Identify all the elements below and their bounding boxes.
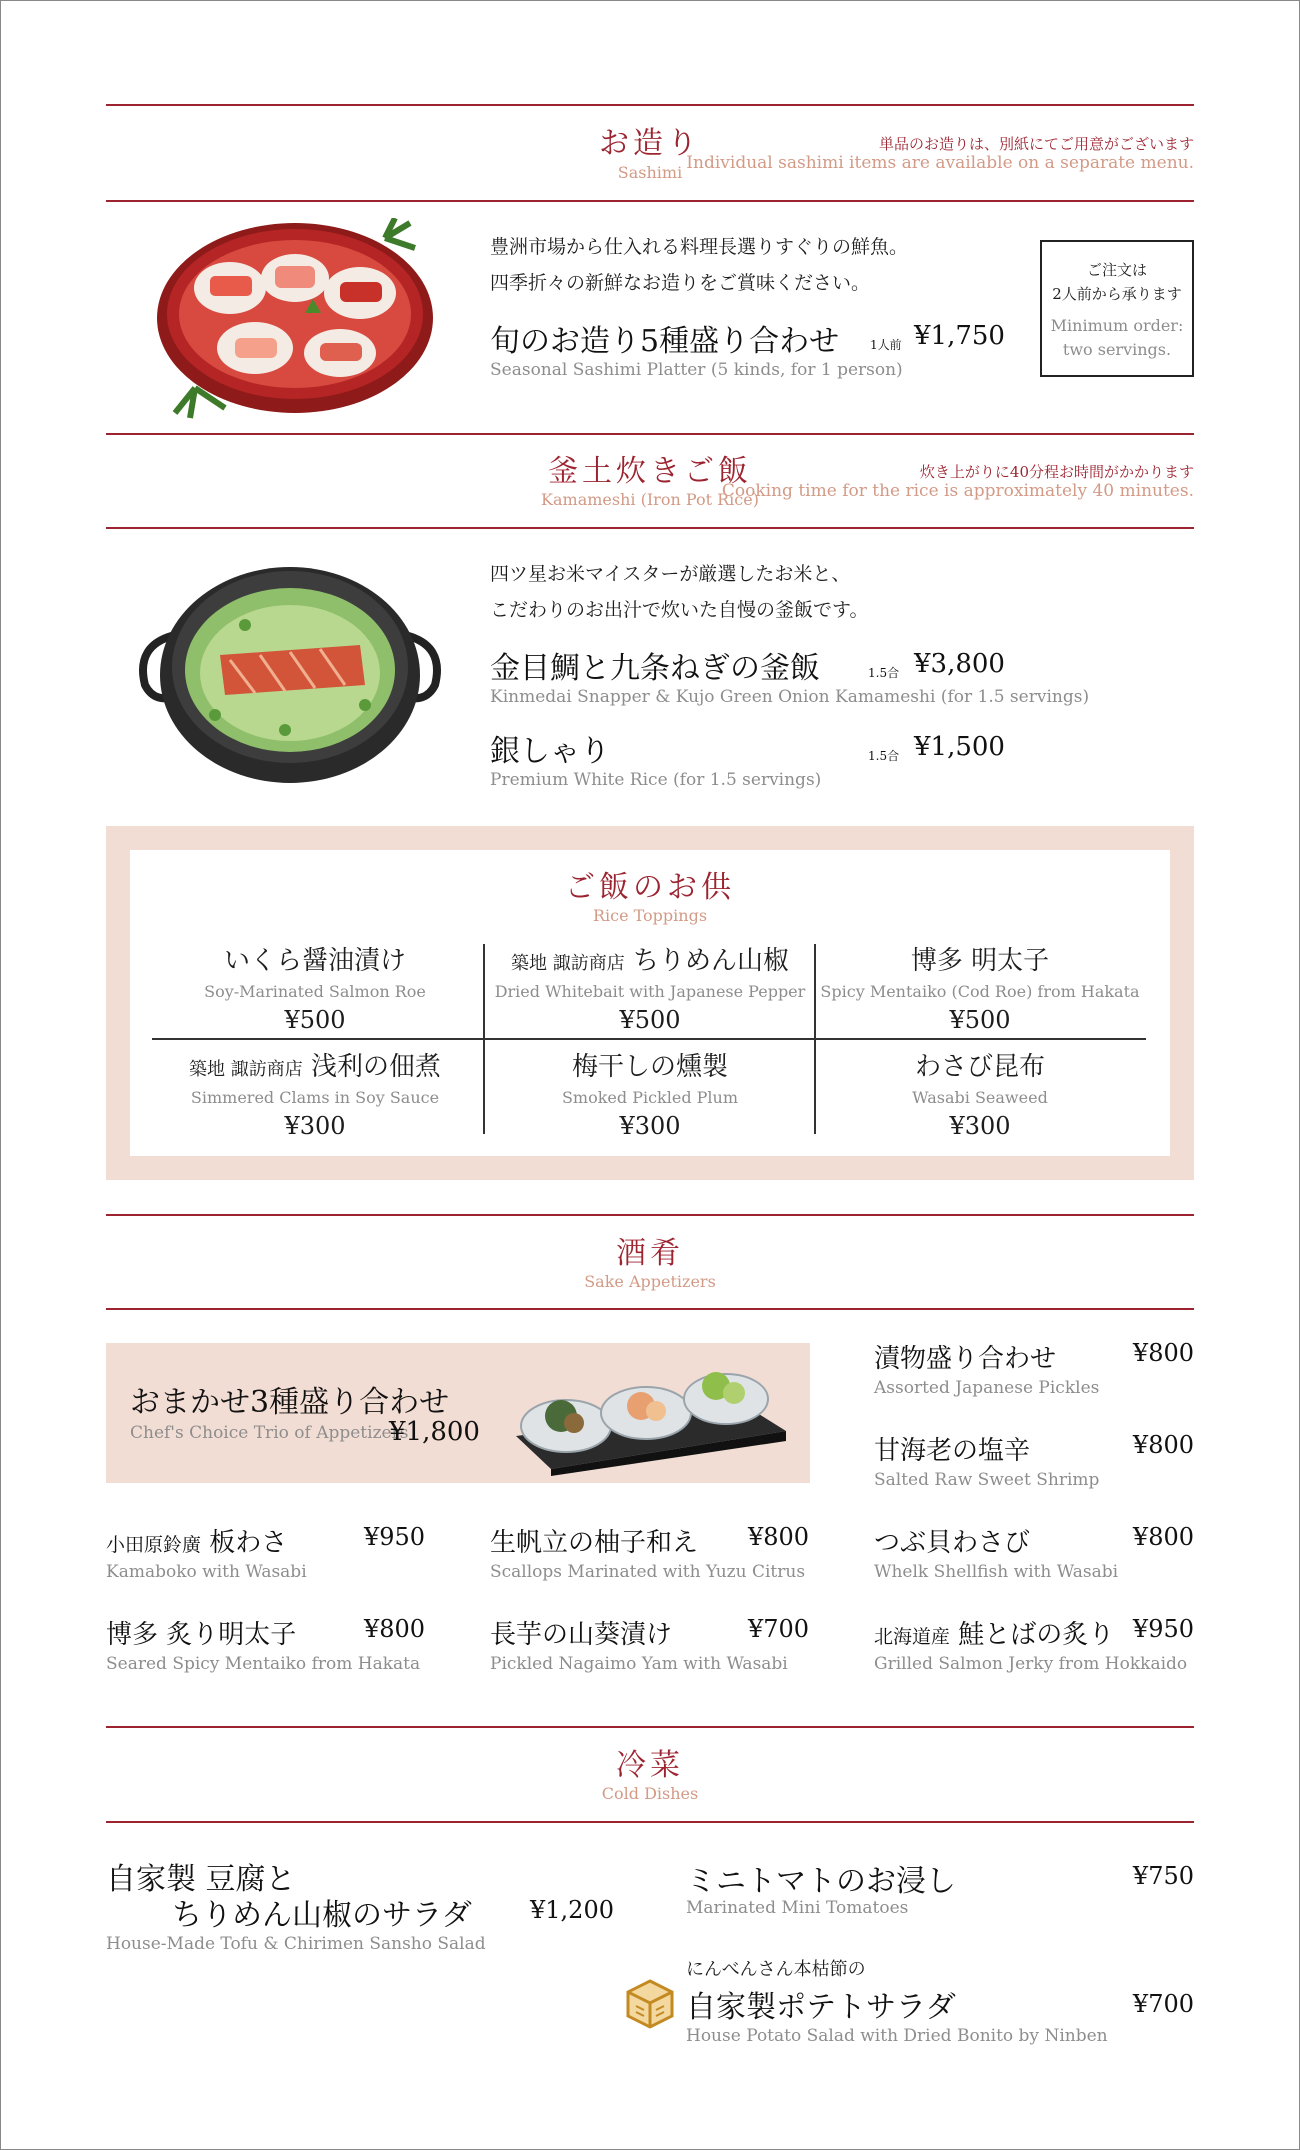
topping-item (150, 944, 480, 1037)
topping-shop: 築地 諏訪商店 (510, 953, 625, 974)
sakana-item-price: ¥950 (364, 1523, 426, 1551)
sashimi-note-jp: 単品のお造りは、別紙にてご用意がございます (878, 135, 1194, 153)
sakana-item-name: つぶ貝わさび (874, 1528, 1031, 1558)
potato-name: 自家製ポテトサラダ (686, 1990, 956, 2025)
sashimi-title: お造り (599, 126, 701, 161)
kamameshi-title: 釜土炊きご飯 (548, 454, 752, 489)
sakana-item-price: ¥950 (1132, 1615, 1194, 1643)
kamameshi-desc-1: 四ツ星お米マイスターが厳選したお米と、 (490, 563, 851, 585)
omakase-box (106, 1343, 810, 1483)
tofu-salad-en: House-Made Tofu & Chirimen Sansho Salad (106, 1934, 486, 1954)
potato-brand: にんべんさん本枯節の (686, 1959, 866, 1980)
order-en-2: two servings. (1062, 340, 1172, 359)
order-jp-2: 2人前から承ります (1052, 285, 1182, 303)
sakana-item-price: ¥800 (1132, 1431, 1194, 1459)
section-rule (106, 1726, 1194, 1728)
sakana-item-label: 鮭とばの炙り (958, 1620, 1115, 1650)
sakana-item-name (874, 1614, 1114, 1651)
sashimi-subtitle: Sashimi (617, 163, 683, 182)
topping-en: Smoked Pickled Plum (561, 1088, 739, 1107)
kamameshi-note-jp: 炊き上がりに40分程お時間がかかります (919, 463, 1194, 481)
sakana-item-prefix: 北海道産 (874, 1626, 951, 1648)
topping-en: Soy-Marinated Salmon Roe (204, 982, 426, 1001)
topping-name: 博多 明太子 (910, 946, 1050, 976)
sakana-title: 酒肴 (616, 1236, 684, 1271)
sakana-item-price: ¥800 (748, 1523, 810, 1551)
kamameshi-item-en: Kinmedai Snapper & Kujo Green Onion Kamameshi (for 1.5 servings) (490, 687, 1090, 707)
sashimi-dish-en: Seasonal Sashimi Platter (5 kinds, for 1 person) (490, 360, 903, 380)
topping-item (150, 1050, 480, 1143)
topping-name: 浅利の佃煮 (310, 1052, 441, 1082)
topping-shop: 築地 諏訪商店 (188, 1059, 303, 1080)
kamameshi-item-qty: 1.5合 (868, 666, 900, 680)
minimum-order-box (1040, 240, 1194, 377)
kamameshi-item-price: ¥1,500 (914, 732, 1005, 762)
section-rule (106, 433, 1194, 435)
sakana-item-price: ¥700 (748, 1615, 810, 1643)
potato-price: ¥700 (1132, 1990, 1194, 2018)
sashimi-platter-image (155, 218, 445, 423)
topping-price: ¥300 (619, 1112, 681, 1140)
sakana-item-name (106, 1522, 287, 1559)
topping-item (485, 944, 815, 1037)
sakana-item-en: Assorted Japanese Pickles (874, 1378, 1100, 1398)
topping-en: Dried Whitebait with Japanese Pepper (494, 982, 806, 1001)
tomato-name: ミニトマトのお浸し (686, 1864, 956, 1899)
sakana-item-label: 板わさ (209, 1528, 288, 1558)
sashimi-note-en: Individual sashimi items are available on a separate menu. (686, 153, 1194, 173)
sashimi-desc-1: 豊洲市場から仕入れる料理長選りすぐりの鮮魚。 (490, 236, 909, 258)
kamameshi-item-name: 金目鯛と九条ねぎの釜飯 (490, 651, 820, 686)
potato-en: House Potato Salad with Dried Bonito by Ninben (686, 2026, 1108, 2046)
sakana-item-name: 長芋の山葵漬け (490, 1620, 673, 1650)
toppings-title: ご飯のお供 (565, 870, 735, 905)
sashimi-dish-qty: 1人前 (870, 338, 902, 352)
topping-grid-hline (152, 1038, 1146, 1040)
topping-name: 梅干しの燻製 (571, 1052, 728, 1082)
sakana-item-en: Whelk Shellfish with Wasabi (874, 1562, 1119, 1582)
sakana-item-price: ¥800 (1132, 1339, 1194, 1367)
sakana-item-en: Salted Raw Sweet Shrimp (874, 1470, 1100, 1490)
kamameshi-pot-image (135, 555, 445, 790)
sakana-item-price: ¥800 (1132, 1523, 1194, 1551)
sakana-item-prefix: 小田原鈴廣 (106, 1534, 202, 1556)
toppings-subtitle: Rice Toppings (592, 906, 708, 925)
topping-price: ¥500 (284, 1006, 346, 1034)
sakana-item-en: Pickled Nagaimo Yam with Wasabi (490, 1654, 788, 1674)
topping-price: ¥300 (949, 1112, 1011, 1140)
sakana-item-name: 博多 炙り明太子 (106, 1620, 297, 1650)
sakana-item-name: 生帆立の柚子和え (490, 1528, 699, 1558)
topping-item (815, 944, 1145, 1037)
sakana-item-name: 甘海老の塩辛 (874, 1436, 1031, 1466)
topping-en: Spicy Mentaiko (Cod Roe) from Hakata (820, 982, 1140, 1001)
kamameshi-item-qty: 1.5合 (868, 749, 900, 763)
topping-price: ¥500 (949, 1006, 1011, 1034)
topping-price: ¥300 (284, 1112, 346, 1140)
ninben-logo (624, 1978, 676, 2030)
sakana-item-en: Grilled Salmon Jerky from Hokkaido (874, 1654, 1188, 1674)
sakana-item-en: Scallops Marinated with Yuzu Citrus (490, 1562, 806, 1582)
sakana-item-en: Seared Spicy Mentaiko from Hakata (106, 1654, 421, 1674)
order-jp-1: ご注文は (1086, 261, 1147, 279)
topping-price: ¥500 (619, 1006, 681, 1034)
order-en-1: Minimum order: (1050, 316, 1184, 335)
appetizer-tray-image (506, 1351, 791, 1476)
cold-title: 冷菜 (616, 1748, 684, 1783)
kamameshi-desc-2: こだわりのお出汁で炊いた自慢の釜飯です。 (490, 599, 869, 621)
tofu-salad-name-1: 自家製 豆腐と (106, 1862, 296, 1897)
sashimi-dish-price: ¥1,750 (914, 321, 1005, 351)
sakana-item-name: 漬物盛り合わせ (874, 1344, 1057, 1374)
topping-name: わさび昆布 (914, 1052, 1045, 1082)
tomato-price: ¥750 (1132, 1862, 1194, 1890)
topping-name: いくら醤油漬け (223, 946, 406, 976)
section-rule (106, 1214, 1194, 1216)
sakana-item-en: Kamaboko with Wasabi (106, 1562, 307, 1582)
tomato-en: Marinated Mini Tomatoes (686, 1898, 909, 1918)
topping-en: Simmered Clams in Soy Sauce (190, 1088, 440, 1107)
sashimi-dish-name: 旬のお造り5種盛り合わせ (490, 324, 840, 359)
section-rule (106, 527, 1194, 529)
section-rule (106, 1821, 1194, 1823)
cold-subtitle: Cold Dishes (601, 1784, 699, 1803)
rice-toppings-inner (130, 850, 1170, 1156)
kamameshi-item-price: ¥3,800 (914, 649, 1005, 679)
topping-en: Wasabi Seaweed (912, 1088, 1048, 1107)
section-rule (106, 1308, 1194, 1310)
kamameshi-item-en: Premium White Rice (for 1.5 servings) (490, 770, 822, 790)
section-rule (106, 104, 1194, 106)
topping-item (815, 1050, 1145, 1143)
sakana-item-price: ¥800 (364, 1615, 426, 1643)
sashimi-desc-2: 四季折々の新鮮なお造りをご賞味ください。 (490, 272, 871, 294)
section-rule (106, 200, 1194, 202)
sakana-subtitle: Sake Appetizers (584, 1272, 716, 1291)
rice-toppings-box (106, 826, 1194, 1180)
topping-name: ちりめん山椒 (632, 946, 789, 976)
kamameshi-item-name: 銀しゃり (490, 734, 610, 769)
omakase-name: おまかせ3種盛り合わせ (130, 1385, 450, 1420)
kamameshi-subtitle: Kamameshi (Iron Pot Rice) (541, 490, 759, 509)
omakase-en: Chef's Choice Trio of Appetizers (130, 1423, 409, 1443)
topping-item (485, 1050, 815, 1143)
kamameshi-note-en: Cooking time for the rice is approximately 40 minutes. (721, 481, 1194, 501)
tofu-salad-price: ¥1,200 (530, 1896, 614, 1924)
tofu-salad-name-2: ちりめん山椒のサラダ (172, 1898, 472, 1933)
omakase-price: ¥1,800 (389, 1417, 480, 1447)
